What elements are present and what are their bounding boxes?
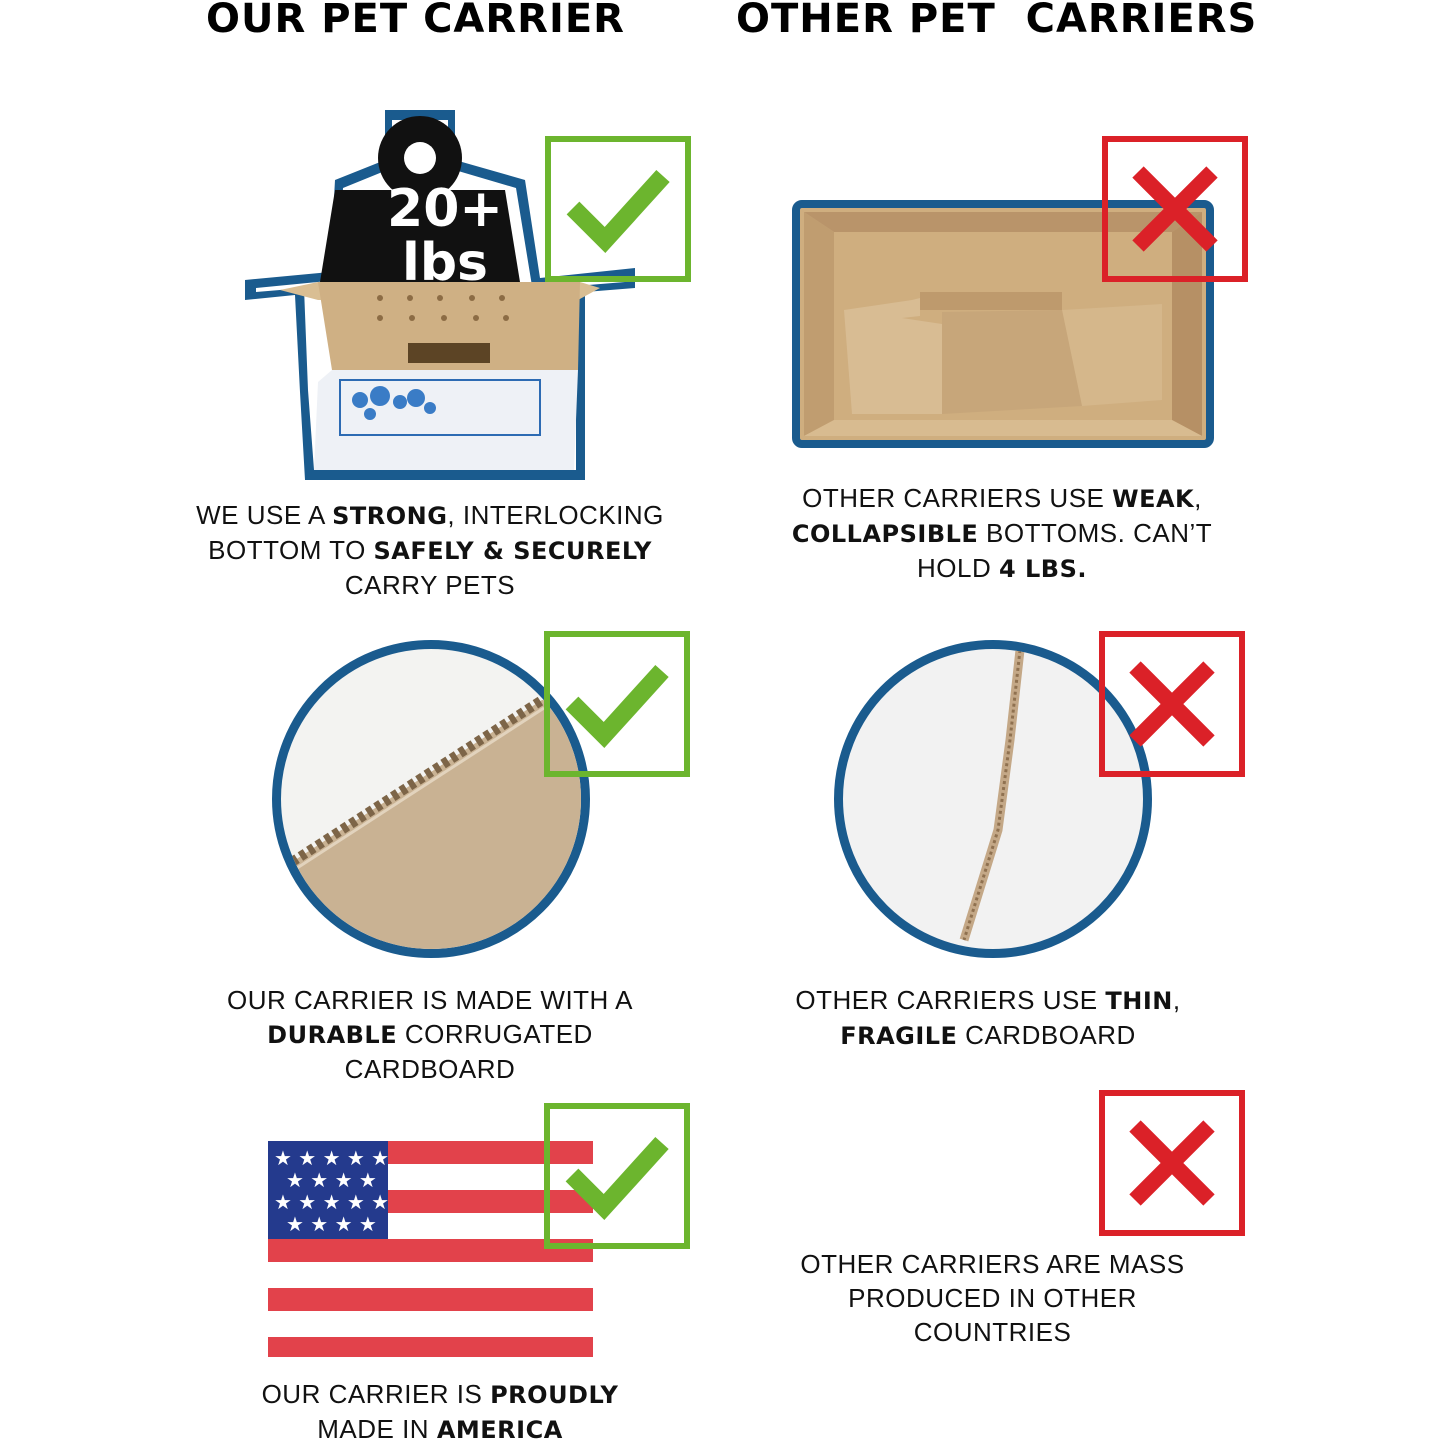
cross-icon (1102, 136, 1248, 282)
svg-text:★ ★ ★ ★ ★: ★ ★ ★ ★ ★ (274, 1190, 390, 1214)
check-icon (544, 631, 690, 777)
svg-text:★ ★ ★ ★: ★ ★ ★ ★ (286, 1168, 377, 1192)
svg-text:★ ★ ★ ★: ★ ★ ★ ★ (286, 1212, 377, 1236)
durable-cardboard-closeup (272, 640, 590, 958)
heading-our-pet-carrier: OUR PET CARRIER (206, 0, 625, 42)
check-icon (544, 1103, 690, 1249)
svg-text:★ ★ ★ ★ ★: ★ ★ ★ ★ ★ (274, 1146, 390, 1170)
caption-other-country: OTHER CARRIERS ARE MASS PRODUCED IN OTHER COUNTRIES (800, 1249, 1185, 1347)
cross-icon (1099, 1090, 1245, 1236)
weight-label-unit: lbs (402, 233, 488, 293)
caption-other-cardboard: OTHER CARRIERS USE THIN, FRAGILE CARDBOARD (795, 985, 1181, 1050)
caption-our-cardboard: OUR CARRIER IS MADE WITH A DURABLE CORRUGATED CARDBOARD (227, 985, 633, 1084)
check-icon (545, 136, 691, 282)
weight-label-number: 20+ (387, 179, 503, 239)
caption-other-bottom: OTHER CARRIERS USE WEAK, COLLAPSIBLE BOTTOMS. CAN’T HOLD 4 LBS. (791, 483, 1213, 583)
caption-our-america: OUR CARRIER IS PROUDLY MADE IN AMERICA (261, 1379, 619, 1444)
caption-our-bottom: WE USE A STRONG, INTERLOCKING BOTTOM TO SAFELY & SECURELY CARRY PETS (196, 500, 664, 600)
cross-icon (1099, 631, 1245, 777)
heading-other-pet-carriers: OTHER PET CARRIERS (736, 0, 1258, 42)
